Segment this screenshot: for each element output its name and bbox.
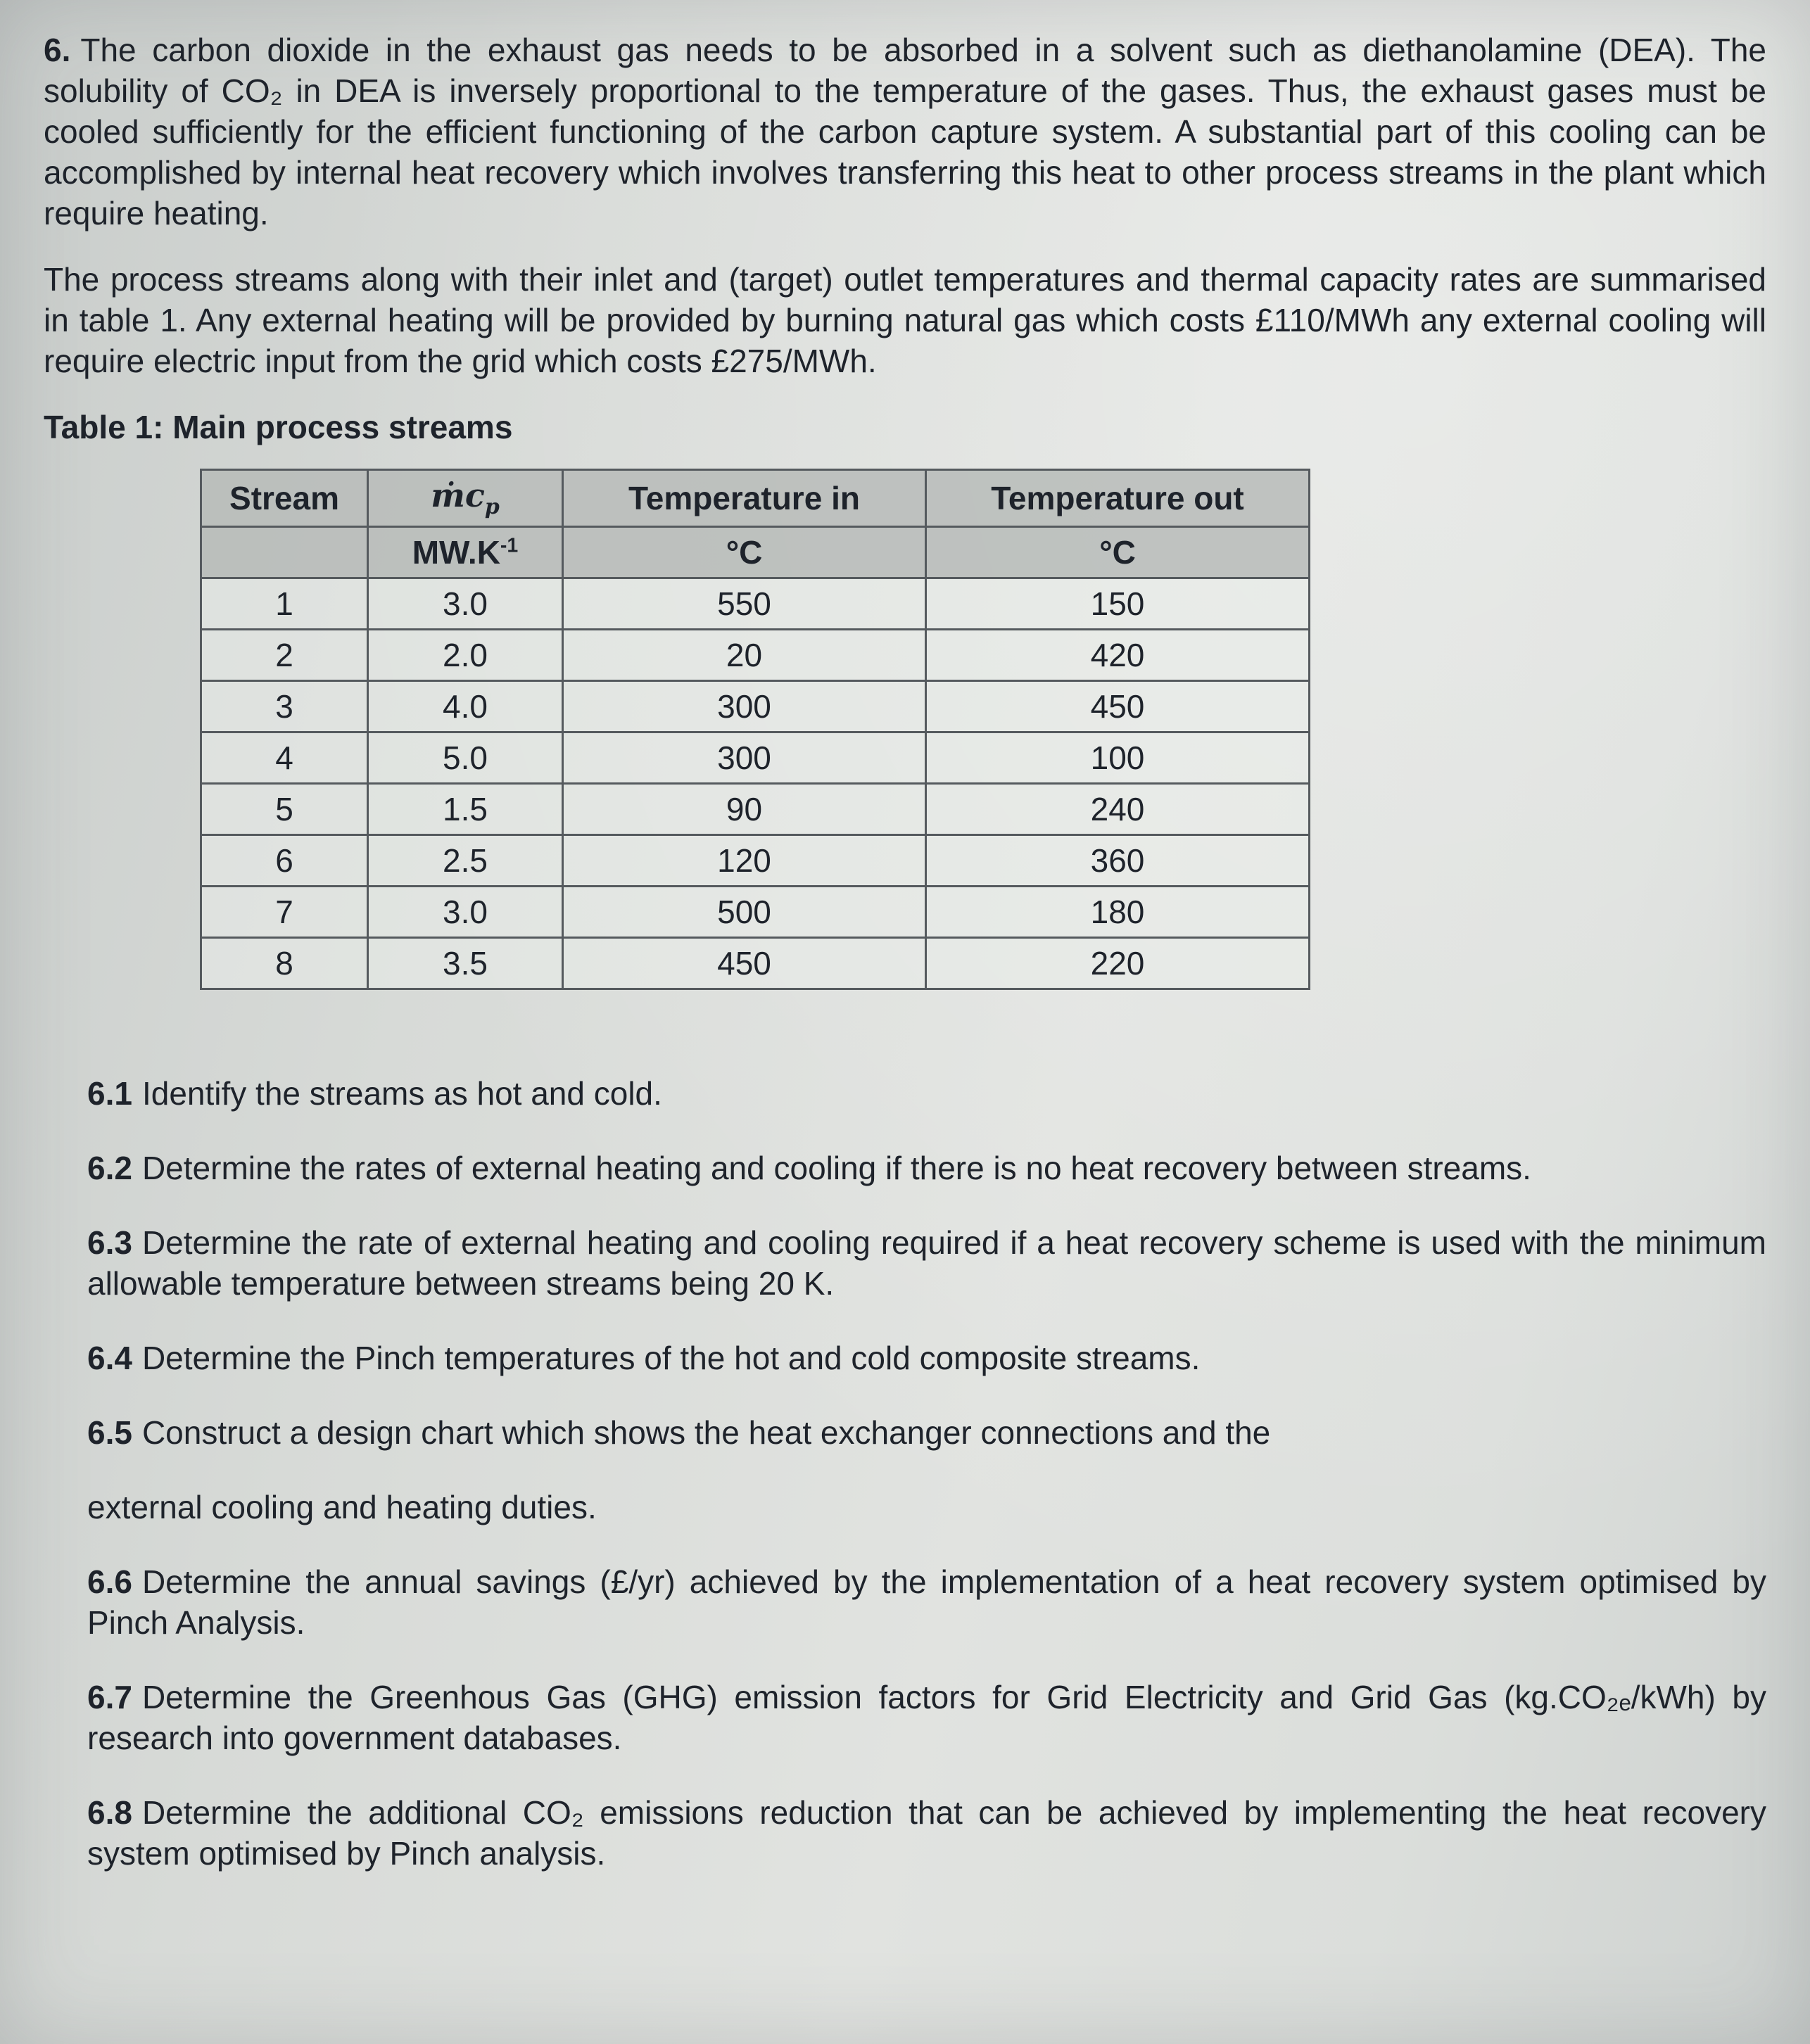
table-cell: 300	[563, 732, 926, 784]
unit-mcp-base: MW.K	[412, 534, 500, 571]
question-6-5	[87, 1412, 1766, 1453]
question-number: 6.6	[87, 1563, 132, 1600]
problem-number: 6.	[44, 32, 71, 68]
unit-stream-empty	[201, 527, 368, 578]
table-cell: 2	[201, 630, 368, 681]
table-cell: 240	[926, 784, 1310, 835]
header-mcp	[368, 470, 563, 527]
question-number: 6.2	[87, 1150, 132, 1186]
header-temperature-in: Temperature in	[563, 470, 926, 527]
table-cell: 8	[201, 938, 368, 989]
question-text: Identify the streams as hot and cold.	[141, 1075, 662, 1112]
table-cell: 5	[201, 784, 368, 835]
question-number: 6.1	[87, 1075, 132, 1112]
table-cell: 90	[563, 784, 926, 835]
question-6-2	[87, 1148, 1766, 1188]
header-mcp-base: ṁc	[431, 476, 485, 515]
table-cell: 450	[926, 681, 1310, 732]
unit-mcp	[368, 527, 563, 578]
question-text: Construct a design chart which shows the heat exchanger connections and the	[141, 1414, 1271, 1451]
table-cell: 1.5	[368, 784, 563, 835]
table-cell: 3.0	[368, 578, 563, 630]
unit-temperature-out: °C	[926, 527, 1310, 578]
table-cell: 300	[563, 681, 926, 732]
question-6-6	[87, 1561, 1766, 1643]
table-cell: 6	[201, 835, 368, 887]
question-number: 6.4	[87, 1340, 132, 1376]
table-cell: 4.0	[368, 681, 563, 732]
table-cell: 5.0	[368, 732, 563, 784]
question-text: Determine the additional CO₂ emissions reduction that can be achieved by implementing the heat recovery system optimised by Pinch analysis.	[87, 1794, 1766, 1872]
table-title: Table 1: Main process streams	[44, 409, 513, 445]
table-units-row	[201, 527, 1310, 578]
table-cell: 360	[926, 835, 1310, 887]
question-text: Determine the rates of external heating and cooling if there is no heat recovery between streams.	[141, 1150, 1531, 1186]
table-cell: 4	[201, 732, 368, 784]
table-cell: 220	[926, 938, 1310, 989]
intro-paragraph-1	[44, 30, 1766, 234]
question-6-1	[87, 1073, 1766, 1114]
question-text: Determine the Pinch temperatures of the hot and cold composite streams.	[141, 1340, 1201, 1376]
unit-temperature-in: °C	[563, 527, 926, 578]
question-number: 6.5	[87, 1414, 132, 1451]
table-cell: 1	[201, 578, 368, 630]
question-6-5-continuation	[87, 1487, 1766, 1528]
question-6-8	[87, 1792, 1766, 1874]
table-cell: 100	[926, 732, 1310, 784]
question-text: Determine the rate of external heating and cooling required if a heat recovery scheme is used with the minimum allowable temperature between streams being 20 K.	[87, 1224, 1766, 1302]
table-row	[201, 732, 1310, 784]
question-number: 6.3	[87, 1224, 132, 1261]
intro-paragraph-1-text: The carbon dioxide in the exhaust gas needs to be absorbed in a solvent such as diethanolamine (DEA). The solubility of CO₂ in DEA is inversely proportional to the temperature of the gases. Thus, the exhaust gases must be cooled sufficiently for the efficient functioning of the carbon capture system. A substantial part of this cooling can be accomplished by internal heat recovery which involves transferring this heat to other process streams in the plant which require heating.	[44, 32, 1766, 231]
table-cell: 150	[926, 578, 1310, 630]
table-cell: 500	[563, 887, 926, 938]
unit-mcp-superscript: -1	[500, 534, 519, 557]
table-row	[201, 681, 1310, 732]
table-cell: 7	[201, 887, 368, 938]
question-6-3	[87, 1222, 1766, 1304]
question-6-7	[87, 1677, 1766, 1758]
table-cell: 180	[926, 887, 1310, 938]
process-streams-table	[200, 469, 1310, 990]
table-cell: 20	[563, 630, 926, 681]
intro-paragraph-2	[44, 259, 1766, 381]
question-text: external cooling and heating duties.	[87, 1489, 597, 1525]
table-cell: 3.5	[368, 938, 563, 989]
header-temperature-out: Temperature out	[926, 470, 1310, 527]
question-text: Determine the annual savings (£/yr) achieved by the implementation of a heat recovery system optimised by Pinch Analysis.	[87, 1563, 1766, 1641]
question-6-4	[87, 1338, 1766, 1378]
table-row	[201, 835, 1310, 887]
table-cell: 120	[563, 835, 926, 887]
question-number: 6.8	[87, 1794, 132, 1831]
intro-paragraph-2-text: The process streams along with their inlet and (target) outlet temperatures and thermal capacity rates are summarised in table 1. Any external heating will be provided by burning natural gas which costs £110/MWh any external cooling will require electric input from the grid which costs £275/MWh.	[44, 261, 1766, 379]
table-cell: 2.5	[368, 835, 563, 887]
table-cell: 3	[201, 681, 368, 732]
table-cell: 420	[926, 630, 1310, 681]
table-header-row	[201, 470, 1310, 527]
table-cell: 550	[563, 578, 926, 630]
table-cell: 2.0	[368, 630, 563, 681]
table-cell: 450	[563, 938, 926, 989]
table-row	[201, 578, 1310, 630]
table-row	[201, 938, 1310, 989]
table-row	[201, 887, 1310, 938]
header-mcp-subscript: p	[484, 495, 500, 520]
table-row	[201, 630, 1310, 681]
header-stream: Stream	[201, 470, 368, 527]
table-row	[201, 784, 1310, 835]
question-number: 6.7	[87, 1679, 132, 1715]
question-text: Determine the Greenhous Gas (GHG) emission factors for Grid Electricity and Grid Gas (kg.CO₂ₑ/kWh) by research into government databases.	[87, 1679, 1766, 1756]
table-cell: 3.0	[368, 887, 563, 938]
